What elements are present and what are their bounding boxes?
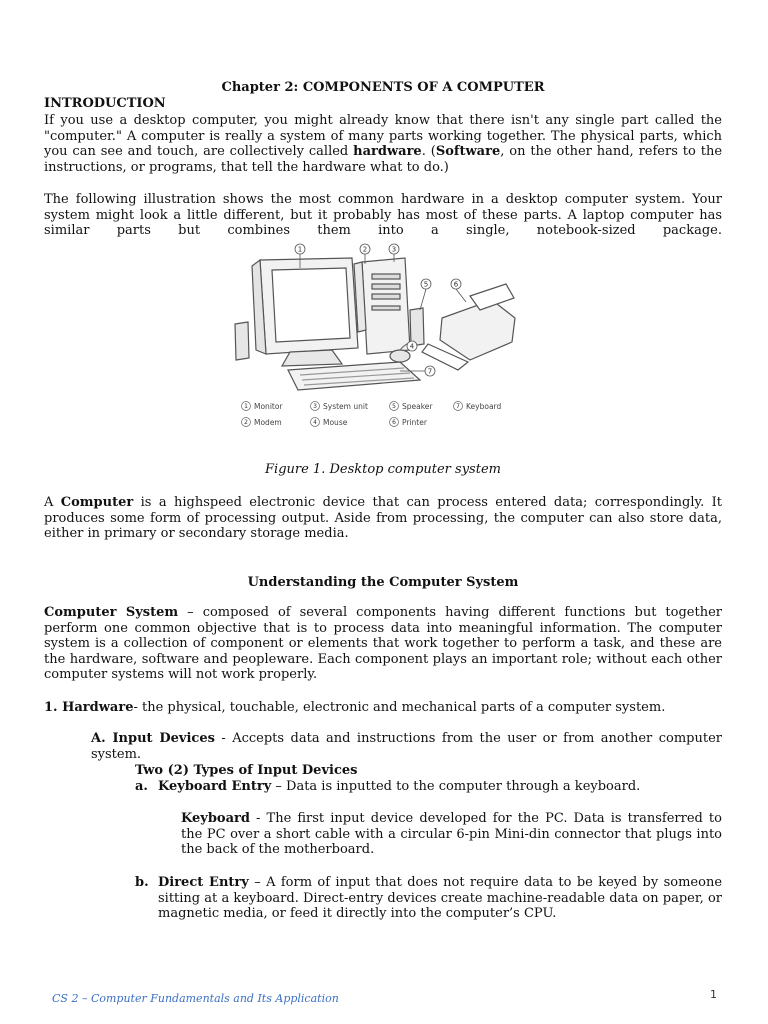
keyboard-term: Keyboard xyxy=(181,811,250,826)
intro-p1-text-a: If you use a desktop computer, you might already know that there isn't any single part called the "computer." A computer is really a system of many parts working together. The physical parts, which you can see and touch, are collectively called xyxy=(44,113,722,159)
introduction-heading: INTRODUCTION xyxy=(44,96,166,111)
legend-num-2: 2 xyxy=(244,419,248,426)
callout-2: 2 xyxy=(362,245,368,254)
list-marker-a: a. xyxy=(135,779,148,794)
figure-caption: Figure 1. Desktop computer system xyxy=(265,462,501,477)
callout-6: 6 xyxy=(453,280,459,289)
keyboard-entry-item xyxy=(135,779,722,795)
legend-num-4: 4 xyxy=(313,419,317,426)
chapter-title: Chapter 2: COMPONENTS OF A COMPUTER xyxy=(221,80,545,95)
hardware-definition xyxy=(44,700,722,716)
keyboard-definition xyxy=(181,811,722,858)
callout-4: 4 xyxy=(409,342,415,351)
legend-system-unit: System unit xyxy=(323,402,368,411)
legend-num-3: 3 xyxy=(313,403,317,410)
input-devices-text: - Accepts data and instructions from the user or from another computer system. xyxy=(91,731,722,762)
page-number: 1 xyxy=(710,988,717,1001)
hardware-heading: 1. Hardware xyxy=(44,700,134,715)
direct-entry-text: – A form of input that does not require data to be keyed by someone sitting at a keyboard. Direct-entry devices create machine-readable data on paper, or magnetic media, or feed it directly into the computer’s CPU. xyxy=(158,875,723,921)
input-types-heading: Two (2) Types of Input Devices xyxy=(135,763,358,778)
desktop-computer-figure xyxy=(230,240,520,440)
list-marker-b: b. xyxy=(135,875,149,890)
computer-system-definition xyxy=(44,605,722,683)
callout-5: 5 xyxy=(423,280,429,289)
callout-1: 1 xyxy=(297,245,303,254)
speaker-right-icon xyxy=(410,308,424,346)
legend-keyboard: Keyboard xyxy=(466,402,502,411)
software-term: Software xyxy=(435,144,501,159)
computer-def-pre: A xyxy=(44,495,61,510)
legend-num-7: 7 xyxy=(456,403,460,410)
legend-num-5: 5 xyxy=(392,403,396,410)
callout-3: 3 xyxy=(391,245,397,254)
intro-p1-text-c: , on the other hand, refers to the instructions, or programs, that tell the hardware what to do.) xyxy=(44,144,723,175)
legend-monitor: Monitor xyxy=(254,402,283,411)
legend-printer: Printer xyxy=(402,418,427,427)
computer-term: Computer xyxy=(60,495,134,510)
keyboard-icon xyxy=(288,362,420,390)
direct-entry-item xyxy=(135,875,722,922)
speaker-left-icon xyxy=(235,322,249,360)
keyboard-entry-text: – Data is inputted to the computer through a keyboard. xyxy=(271,779,641,794)
input-devices-heading: A. Input Devices xyxy=(91,731,215,746)
direct-entry-term: Direct Entry xyxy=(158,875,249,890)
hardware-term: hardware xyxy=(353,144,422,159)
legend-num-1: 1 xyxy=(244,403,248,410)
figure-legend xyxy=(242,402,502,428)
computer-def-text: is a highspeed electronic device that can process entered data; correspondingly. It produces some form of processing output. Aside from processing, the computer can also store data, either in primary or secondary storage media. xyxy=(44,495,722,541)
section-heading: Understanding the Computer System xyxy=(247,575,519,590)
mouse-icon xyxy=(390,350,410,362)
computer-definition xyxy=(44,495,722,542)
intro-paragraph-1 xyxy=(44,113,722,175)
hardware-text: - the physical, touchable, electronic and mechanical parts of a computer system. xyxy=(133,700,666,715)
intro-p1-text-b: . ( xyxy=(421,144,436,159)
page-footer: CS 2 – Computer Fundamentals and Its Application xyxy=(52,992,339,1005)
legend-mouse: Mouse xyxy=(323,418,348,427)
legend-num-6: 6 xyxy=(392,419,396,426)
desktop-computer-illustration xyxy=(230,240,520,440)
legend-speaker: Speaker xyxy=(402,402,433,411)
legend-modem: Modem xyxy=(254,418,282,427)
keyboard-entry-term: Keyboard Entry xyxy=(158,779,272,794)
callout-7: 7 xyxy=(427,367,433,376)
printer-icon xyxy=(440,300,515,360)
input-devices-definition xyxy=(91,731,722,762)
computer-system-term: Computer System xyxy=(44,605,179,620)
intro-paragraph-2: The following illustration shows the most common hardware in a desktop computer system. Your system might look a little different, but it probably has most of these parts. A laptop computer has similar parts but combines them into a single, notebook-sized package. xyxy=(44,192,722,238)
computer-system-text: – composed of several components having different functions but together perform one common objective that is to process data into meaningful information. The computer system is a collection of component or elements that work together to perform a task, and these are the hardware, software and peopleware. Each component plays an important role; without each other computer systems will not work properly. xyxy=(44,605,723,682)
keyboard-text: - The first input device developed for the PC. Data is transferred to the PC over a short cable with a circular 6-pin Mini-din connector that plugs into the back of the motherboard. xyxy=(181,811,722,857)
